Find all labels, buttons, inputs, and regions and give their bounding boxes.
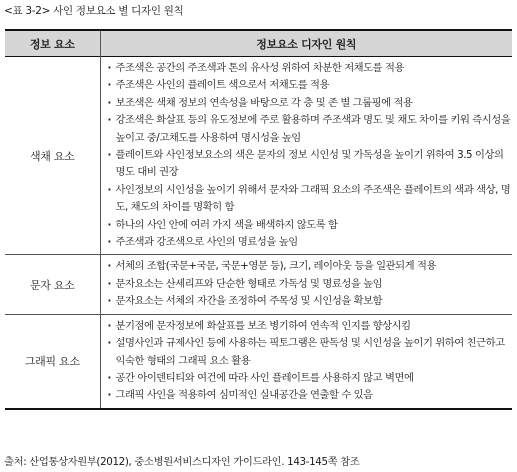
list-item: · 주조색은 공간의 주조색과 톤의 유사성 위하여 차분한 저채도를 적용 [107,60,513,77]
principles-cell-color [100,57,512,255]
header-element: 정보 요소 [5,30,100,57]
list-item: · 하나의 사인 안에 여러 가지 색을 배색하지 않도록 함 [107,217,513,234]
list-item: · 그래픽 사인을 적용하여 심미적인 실내공간을 연출할 수 있음 [107,387,513,404]
list-item: · 주조색은 사인의 플레이트 색으로서 저채도를 적용 [107,77,513,94]
list-item: · 강조색은 화살표 등의 유도정보에 주로 활용하며 주조색과 명도 및 채도 차이를 키워 즉시성을 높이고 중/고채도를 사용하여 명시성을 높임 [107,112,513,147]
table-row-color [5,57,512,255]
header-principles: 정보요소 디자인 원칙 [100,30,512,57]
table-header-row [5,30,512,57]
list-item: · 주조색과 강조색으로 사인의 명료성을 높임 [107,234,513,251]
table-row-text [5,255,512,314]
list-item: · 분기점에 문자정보에 화살표를 보조 병기하여 연속적 인지를 향상시킴 [107,318,513,335]
design-principles-table [5,29,512,410]
principles-cell-text [100,255,512,314]
category-color: 색채 요소 [5,57,100,255]
list-item: · 문자요소는 산세리프와 단순한 형태로 가독성 및 명료성을 높임 [107,276,513,293]
list-item: · 플레이트와 사인정보요소의 색은 문자의 정보 시인성 및 가독성을 높이기 위하여 3.5 이상의 명도 대비 권장 [107,147,513,182]
list-item: · 보조색은 색채 정보의 연속성을 바탕으로 각 층 및 존 별 그룹핑에 적용 [107,95,513,112]
list-item: · 문자요소는 서체의 자간을 조정하여 주목성 및 시인성을 확보함 [107,293,513,310]
list-item: · 사인정보의 시인성을 높이기 위해서 문자와 그래픽 요소의 주조색은 플레이트의 색과 색상, 명도, 채도의 차이를 명확히 함 [107,182,513,217]
source-note: 출처: 산업통상자원부(2012), 중소병원서비스디자인 가이드라인. 143-145쪽 참조 [4,456,360,468]
category-graphic: 그래픽 요소 [5,314,100,409]
table-row-graphic [5,314,512,409]
list-item: · 서체의 조합(국문+국문, 국문+영문 등), 크기, 레이아웃 등을 일관되게 적용 [107,258,513,275]
table-caption: <표 3-2> 사인 정보요소 별 디자인 원칙 [4,5,184,17]
list-item: · 설명사인과 규제사인 등에 사용하는 픽토그램은 판독성 및 시인성을 높이기 위하여 친근하고 익숙한 형태의 그래픽 요소 활용 [107,335,513,370]
list-item: · 공간 아이덴티티와 여건에 따라 사인 플레이트를 사용하지 않고 벽면에 [107,370,513,387]
category-text: 문자 요소 [5,255,100,314]
principles-cell-graphic [100,314,512,409]
